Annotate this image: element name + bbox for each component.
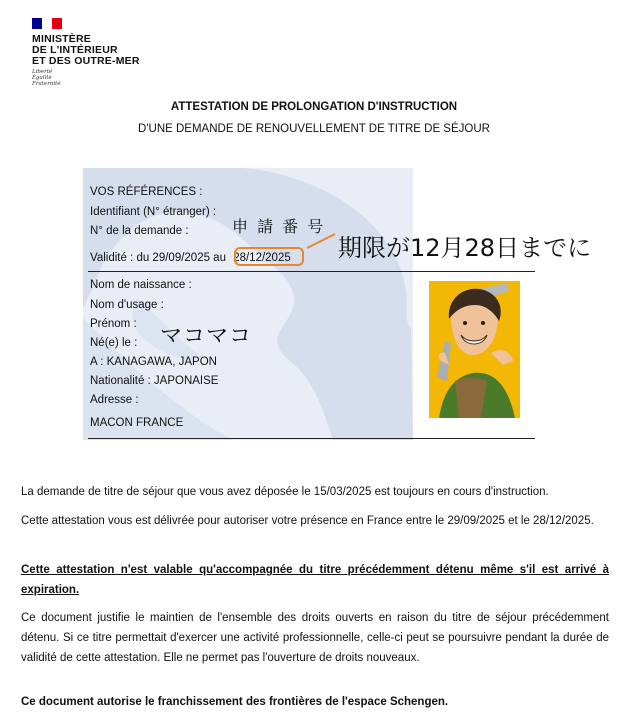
name-annotation: マコマコ bbox=[160, 324, 253, 349]
nationality-label: Nationalité : JAPONAISE bbox=[90, 375, 219, 387]
cartoon-portrait-icon bbox=[429, 281, 520, 418]
document-title: ATTESTATION DE PROLONGATION D'INSTRUCTION bbox=[170, 101, 458, 113]
rights-paragraph: Ce document justifie le maintien de l'ensemble des droits ouverts en raison du titre de séjour précédemment détenu. Si ce titre permettait d'exercer une activité professionnelle, celle-ci peut se poursuivre pendant la durée de validité de cette attestation. Elle ne permet pas l'ouverture de droits nouveaux. bbox=[21, 612, 609, 664]
republic-motto: Liberté Égalité Fraternité bbox=[32, 69, 61, 87]
identity-divider bbox=[88, 438, 535, 439]
references-heading: VOS RÉFÉRENCES : bbox=[90, 186, 203, 198]
nom-naissance-label: Nom de naissance : bbox=[90, 279, 192, 291]
deadline-annotation: 期限が12月28日までに bbox=[338, 234, 592, 262]
birthplace-label: A : KANAGAWA, JAPON bbox=[90, 356, 217, 368]
highlight-circle bbox=[234, 247, 304, 266]
nom-usage-label: Nom d'usage : bbox=[90, 299, 164, 311]
identifiant-label: Identifiant (N° étranger) : bbox=[90, 206, 217, 218]
validity-warning: Cette attestation n'est valable qu'accompagnée du titre précédemment détenu même s'il est arrivé à expiration. bbox=[21, 564, 609, 596]
birthdate-label: Né(e) le : bbox=[90, 337, 138, 349]
demande-label: N° de la demande : bbox=[90, 225, 189, 237]
prenom-label: Prénom : bbox=[90, 318, 137, 330]
authorization-paragraph: Cette attestation vous est délivrée pour autoriser votre présence en France entre le 29/09/2025 et le 28/12/2025. bbox=[21, 515, 594, 527]
document-subtitle: D'UNE DEMANDE DE RENOUVELLEMENT DE TITRE DE SÉJOUR bbox=[138, 123, 490, 135]
ministry-logo bbox=[32, 18, 140, 87]
french-flag-icon bbox=[32, 18, 62, 29]
id-photo bbox=[429, 281, 520, 418]
status-paragraph: La demande de titre de séjour que vous avez déposée le 15/03/2025 est toujours en cours d'instruction. bbox=[21, 486, 549, 498]
ministry-name: MINISTÈRE DE L'INTÉRIEUR ET DES OUTRE-MER bbox=[32, 33, 140, 67]
references-divider bbox=[88, 271, 535, 272]
schengen-paragraph: Ce document autorise le franchissement des frontières de l'espace Schengen. bbox=[21, 696, 449, 708]
city-label: MACON FRANCE bbox=[90, 417, 184, 429]
address-label: Adresse : bbox=[90, 394, 139, 406]
validity-label: Validité : du 29/09/2025 au 28/12/2025 bbox=[90, 252, 291, 264]
validity-end-date: 28/12/2025 bbox=[233, 252, 291, 264]
application-number-annotation: 申 請 番 号 bbox=[232, 217, 326, 236]
